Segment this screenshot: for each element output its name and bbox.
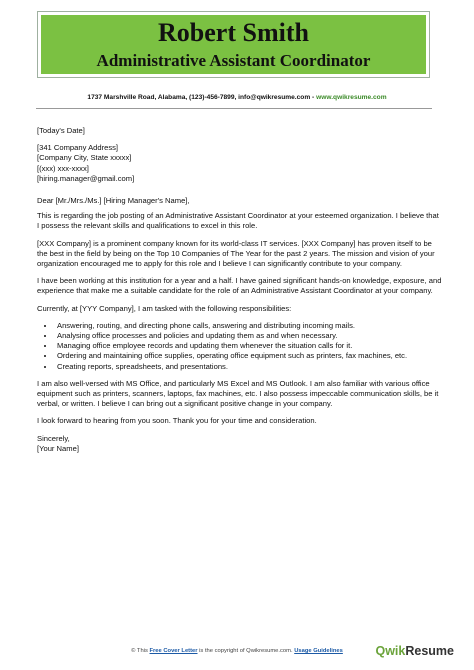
divider <box>36 108 432 109</box>
job-title: Administrative Assistant Coordinator <box>96 51 371 70</box>
list-item: • Creating reports, spreadsheets, and presentations. <box>55 362 442 372</box>
responsibilities-list <box>37 321 442 372</box>
applicant-name: Robert Smith <box>158 18 309 47</box>
paragraph-closing: I look forward to hearing from you soon. Thank you for your time and consideration. <box>37 416 317 426</box>
contact-details: 1737 Marshville Road, Alabama, (123)-456-7899, info@qwikresume.com - <box>87 94 315 101</box>
footer-prefix: © This <box>131 648 148 654</box>
usage-guidelines-link[interactable]: Usage Guidelines <box>294 648 343 654</box>
paragraph-responsibilities-intro: Currently, at [YYY Company], I am tasked with the following responsibilities: <box>37 303 292 313</box>
logo-part-qwik: Qwik <box>375 644 406 658</box>
list-item: • Analysing office processes and policies and updating them as and when necessary. <box>55 331 442 341</box>
paragraph-company: [XXX Company] is a prominent company known for its world-class IT services. [XXX Company] has proven itself to be the best in the field by being on the Top 10 Companies of The Year for the past 2 years. The mission and vision of your organization encouraged me to apply for this role and I believe I can significantly contribute to your company. <box>37 238 435 269</box>
address-line: [Company City, State xxxxx] <box>37 153 132 163</box>
paragraph-skills: I am also well-versed with MS Office, and particularly MS Excel and MS Outlook. I am also familiar with various office equipment such as printers, scanners, laptops, fax machines, etc. I also possess impeccable communication skills, be it verbal, or written. I believe I can bring out a significant positive change in your company. <box>37 378 439 409</box>
signature: [Your Name] <box>37 443 79 453</box>
qwikresume-logo <box>375 644 454 658</box>
list-item: • Answering, routing, and directing phone calls, answering and distributing incoming mails. <box>55 321 442 331</box>
free-cover-letter-link[interactable]: Free Cover Letter <box>149 648 198 654</box>
closing: Sincerely, <box>37 433 70 443</box>
contact-line <box>0 94 474 101</box>
list-item: • Ordering and maintaining office supplies, operating office equipment such as printers, fax machines, etc. <box>55 351 442 361</box>
header-background <box>41 15 426 74</box>
address-line: [hiring.manager@gmail.com] <box>37 173 135 183</box>
website-link[interactable]: www.qwikresume.com <box>316 94 387 101</box>
paragraph-experience: I have been working at this institution for a year and a half. I have gained significant hands-on knowledge, exposure, and experience that make me a suitable candidate for the role of an Administrative Assistant Coordinator at your company. <box>37 276 442 296</box>
paragraph-intro: This is regarding the job posting of an Administrative Assistant Coordinator at your esteemed organization. I believe that I possess the relevant skills and qualifications to excel in this role. <box>37 211 439 231</box>
address-line: [341 Company Address] <box>37 143 119 153</box>
letter-date: [Today's Date] <box>37 126 85 135</box>
logo-part-resume: Resume <box>405 644 454 658</box>
letter-body <box>37 126 442 454</box>
list-item: • Managing office employee records and updating them whenever the situation calls for it. <box>55 341 442 351</box>
header-banner <box>37 11 430 78</box>
salutation: Dear [Mr./Mrs./Ms.] [Hiring Manager's Name], <box>37 196 190 206</box>
footer-middle: is the copyright of Qwikresume.com. <box>199 648 293 654</box>
address-line: [(xxx) xxx-xxxx] <box>37 163 89 173</box>
